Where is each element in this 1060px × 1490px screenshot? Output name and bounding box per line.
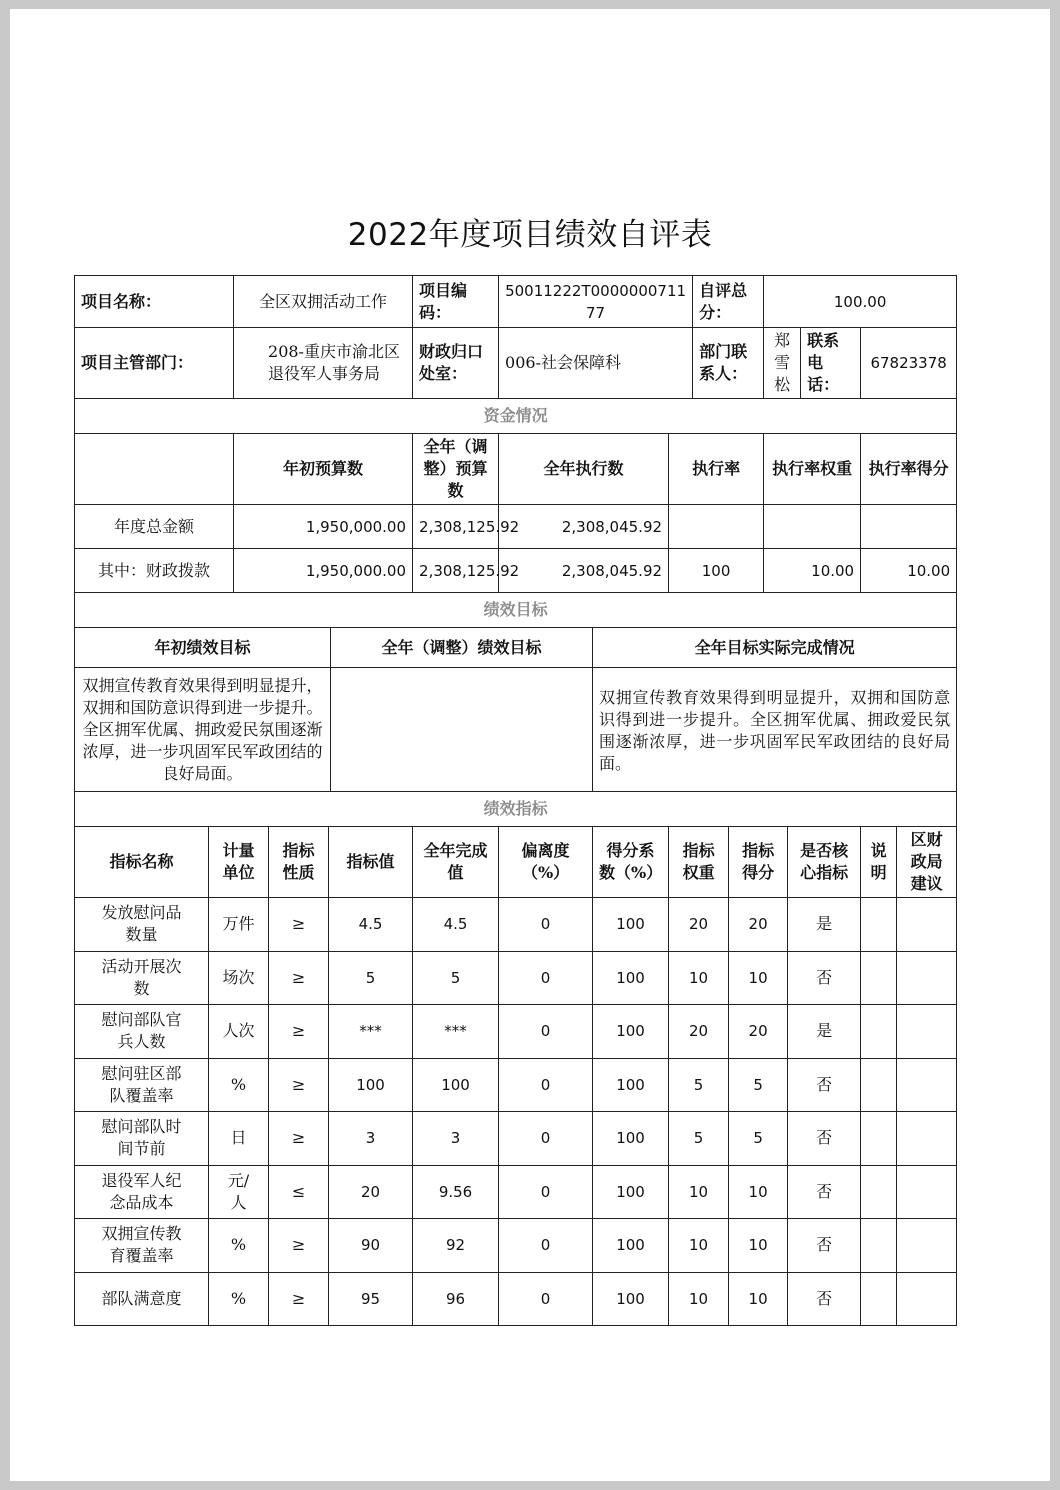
funds-cell <box>669 505 764 549</box>
ind-header-score: 指标得分 <box>729 827 788 898</box>
project-name-label: 项目名称： <box>75 276 234 328</box>
ind-coefficient: 100 <box>593 1219 669 1273</box>
ind-nature: ≥ <box>269 951 329 1005</box>
funds-cell: 2,308,045.92 <box>499 549 669 593</box>
funds-section-row <box>75 399 957 434</box>
ind-weight: 10 <box>669 1272 729 1326</box>
ind-deviation: 0 <box>499 1005 593 1059</box>
ind-weight: 10 <box>669 1219 729 1273</box>
goal-initial-text: 双拥宣传教育效果得到明显提升，双拥和国防意识得到进一步提升。全区拥军优属、拥政爱民氛围逐渐浓厚，进一步巩固军民军政团结的良好局面。 <box>75 668 331 792</box>
ind-advice <box>897 1272 957 1326</box>
ind-note <box>861 951 897 1005</box>
ind-name: 活动开展次数 <box>75 951 209 1005</box>
finance-label: 财政归口处室： <box>413 328 499 399</box>
ind-score: 20 <box>729 1005 788 1059</box>
ind-actual: 96 <box>413 1272 499 1326</box>
ind-deviation: 0 <box>499 1272 593 1326</box>
ind-target: 5 <box>329 951 413 1005</box>
ind-target: *** <box>329 1005 413 1059</box>
ind-weight: 5 <box>669 1058 729 1112</box>
ind-score: 5 <box>729 1058 788 1112</box>
evaluation-table <box>74 275 957 1326</box>
ind-actual: *** <box>413 1005 499 1059</box>
ind-note <box>861 1005 897 1059</box>
ind-deviation: 0 <box>499 898 593 952</box>
ind-score: 10 <box>729 1165 788 1219</box>
ind-nature: ≥ <box>269 1272 329 1326</box>
ind-note <box>861 1219 897 1273</box>
ind-score: 10 <box>729 1272 788 1326</box>
ind-name: 退役军人纪念品成本 <box>75 1165 209 1219</box>
ind-unit: 日 <box>209 1112 269 1166</box>
funds-row-total <box>75 505 957 549</box>
phone-value: 67823378 <box>861 328 957 399</box>
ind-weight: 20 <box>669 1005 729 1059</box>
ind-name: 慰问部队官兵人数 <box>75 1005 209 1059</box>
score-label: 自评总分： <box>693 276 764 328</box>
ind-header-advice: 区财政局建议 <box>897 827 957 898</box>
funds-header-score: 执行率得分 <box>861 434 957 505</box>
ind-target: 100 <box>329 1058 413 1112</box>
ind-score: 20 <box>729 898 788 952</box>
ind-advice <box>897 1219 957 1273</box>
ind-coefficient: 100 <box>593 1005 669 1059</box>
goals-header-actual: 全年目标实际完成情况 <box>593 628 957 668</box>
ind-coefficient: 100 <box>593 1272 669 1326</box>
project-name: 全区双拥活动工作 <box>234 276 413 328</box>
ind-unit: 人次 <box>209 1005 269 1059</box>
ind-nature: ≥ <box>269 898 329 952</box>
document-page <box>10 9 1050 1481</box>
ind-unit: 万件 <box>209 898 269 952</box>
ind-header-deviation: 偏离度（%） <box>499 827 593 898</box>
ind-core: 否 <box>788 1219 861 1273</box>
dept-label: 项目主管部门： <box>75 328 234 399</box>
ind-coefficient: 100 <box>593 1112 669 1166</box>
indicator-row <box>75 1165 957 1219</box>
ind-unit: % <box>209 1272 269 1326</box>
ind-actual: 3 <box>413 1112 499 1166</box>
ind-unit: % <box>209 1058 269 1112</box>
indicators-section-title: 绩效指标 <box>75 792 957 827</box>
funds-section-title: 资金情况 <box>75 399 957 434</box>
ind-target: 95 <box>329 1272 413 1326</box>
ind-advice <box>897 1112 957 1166</box>
ind-core: 否 <box>788 1165 861 1219</box>
ind-coefficient: 100 <box>593 898 669 952</box>
indicator-row <box>75 1005 957 1059</box>
ind-name: 双拥宣传教育覆盖率 <box>75 1219 209 1273</box>
funds-row-fiscal <box>75 549 957 593</box>
ind-note <box>861 1272 897 1326</box>
ind-advice <box>897 1058 957 1112</box>
ind-weight: 10 <box>669 1165 729 1219</box>
goals-section-row <box>75 593 957 628</box>
funds-cell: 1,950,000.00 <box>234 505 413 549</box>
ind-name: 部队满意度 <box>75 1272 209 1326</box>
ind-core: 否 <box>788 1112 861 1166</box>
ind-target: 3 <box>329 1112 413 1166</box>
funds-cell <box>764 505 861 549</box>
indicators-section-row <box>75 792 957 827</box>
funds-header-initial: 年初预算数 <box>234 434 413 505</box>
ind-weight: 5 <box>669 1112 729 1166</box>
indicator-row <box>75 1058 957 1112</box>
finance-value: 006-社会保障科 <box>499 328 693 399</box>
ind-actual: 9.56 <box>413 1165 499 1219</box>
ind-deviation: 0 <box>499 951 593 1005</box>
ind-header-nature: 指标性质 <box>269 827 329 898</box>
funds-header-blank <box>75 434 234 505</box>
ind-deviation: 0 <box>499 1112 593 1166</box>
project-code-label: 项目编码： <box>413 276 499 328</box>
ind-unit: % <box>209 1219 269 1273</box>
indicator-row <box>75 951 957 1005</box>
ind-header-actual: 全年完成值 <box>413 827 499 898</box>
ind-actual: 5 <box>413 951 499 1005</box>
funds-cell: 年度总金额 <box>75 505 234 549</box>
page-title: 2022年度项目绩效自评表 <box>347 217 713 253</box>
info-row-1 <box>75 276 957 328</box>
ind-actual: 4.5 <box>413 898 499 952</box>
ind-nature: ≥ <box>269 1219 329 1273</box>
total-score: 100.00 <box>764 276 957 328</box>
ind-note <box>861 1165 897 1219</box>
ind-actual: 100 <box>413 1058 499 1112</box>
indicator-row <box>75 898 957 952</box>
ind-core: 是 <box>788 898 861 952</box>
ind-score: 10 <box>729 1219 788 1273</box>
ind-note <box>861 1058 897 1112</box>
dept-value: 208-重庆市渝北区退役军人事务局 <box>234 328 413 399</box>
ind-note <box>861 1112 897 1166</box>
ind-nature: ≥ <box>269 1005 329 1059</box>
ind-header-note: 说明 <box>861 827 897 898</box>
ind-target: 20 <box>329 1165 413 1219</box>
ind-deviation: 0 <box>499 1058 593 1112</box>
ind-nature: ≥ <box>269 1058 329 1112</box>
goal-adjusted-text <box>331 668 593 792</box>
goal-actual-text: 双拥宣传教育效果得到明显提升，双拥和国防意识得到进一步提升。全区拥军优属、拥政爱民氛围逐渐浓厚，进一步巩固军民军政团结的良好局面。 <box>593 668 957 792</box>
ind-header-weight: 指标权重 <box>669 827 729 898</box>
ind-advice <box>897 1005 957 1059</box>
funds-header-rate: 执行率 <box>669 434 764 505</box>
ind-score: 10 <box>729 951 788 1005</box>
goals-header-adjusted: 全年（调整）绩效目标 <box>331 628 593 668</box>
ind-name: 发放慰问品数量 <box>75 898 209 952</box>
ind-weight: 10 <box>669 951 729 1005</box>
phone-label: 联系电话： <box>801 328 861 399</box>
goals-header-row <box>75 628 957 668</box>
ind-core: 否 <box>788 951 861 1005</box>
ind-unit: 元/人 <box>209 1165 269 1219</box>
goals-section-title: 绩效目标 <box>75 593 957 628</box>
ind-core: 否 <box>788 1272 861 1326</box>
ind-name: 慰问驻区部队覆盖率 <box>75 1058 209 1112</box>
funds-cell: 100 <box>669 549 764 593</box>
indicator-row <box>75 1112 957 1166</box>
ind-weight: 20 <box>669 898 729 952</box>
ind-core: 否 <box>788 1058 861 1112</box>
funds-cell: 2,308,125.92 <box>413 549 499 593</box>
goals-header-initial: 年初绩效目标 <box>75 628 331 668</box>
ind-advice <box>897 951 957 1005</box>
ind-core: 是 <box>788 1005 861 1059</box>
funds-header-adjusted: 全年（调整）预算数 <box>413 434 499 505</box>
ind-deviation: 0 <box>499 1219 593 1273</box>
funds-cell: 10.00 <box>764 549 861 593</box>
ind-nature: ≤ <box>269 1165 329 1219</box>
contact-label: 部门联系人： <box>693 328 764 399</box>
ind-coefficient: 100 <box>593 1058 669 1112</box>
ind-name: 慰问部队时间节前 <box>75 1112 209 1166</box>
ind-score: 5 <box>729 1112 788 1166</box>
funds-cell <box>861 505 957 549</box>
indicator-row <box>75 1219 957 1273</box>
info-row-2 <box>75 328 957 399</box>
funds-header-executed: 全年执行数 <box>499 434 669 505</box>
funds-header-row <box>75 434 957 505</box>
ind-advice <box>897 1165 957 1219</box>
funds-cell: 其中：财政拨款 <box>75 549 234 593</box>
ind-header-coefficient: 得分系数（%） <box>593 827 669 898</box>
ind-header-core: 是否核心指标 <box>788 827 861 898</box>
funds-cell: 1,950,000.00 <box>234 549 413 593</box>
funds-cell: 2,308,045.92 <box>499 505 669 549</box>
ind-unit: 场次 <box>209 951 269 1005</box>
ind-header-unit: 计量单位 <box>209 827 269 898</box>
funds-cell: 2,308,125.92 <box>413 505 499 549</box>
ind-nature: ≥ <box>269 1112 329 1166</box>
ind-advice <box>897 898 957 952</box>
ind-deviation: 0 <box>499 1165 593 1219</box>
indicators-header-row <box>75 827 957 898</box>
ind-coefficient: 100 <box>593 951 669 1005</box>
project-code: 50011222T000000071177 <box>499 276 693 328</box>
funds-cell: 10.00 <box>861 549 957 593</box>
ind-actual: 92 <box>413 1219 499 1273</box>
indicator-row <box>75 1272 957 1326</box>
ind-target: 4.5 <box>329 898 413 952</box>
ind-header-name: 指标名称 <box>75 827 209 898</box>
funds-header-weight: 执行率权重 <box>764 434 861 505</box>
ind-note <box>861 898 897 952</box>
ind-target: 90 <box>329 1219 413 1273</box>
ind-header-target: 指标值 <box>329 827 413 898</box>
contact-value: 郑雪松 <box>764 328 801 399</box>
ind-coefficient: 100 <box>593 1165 669 1219</box>
goals-content-row <box>75 668 957 792</box>
